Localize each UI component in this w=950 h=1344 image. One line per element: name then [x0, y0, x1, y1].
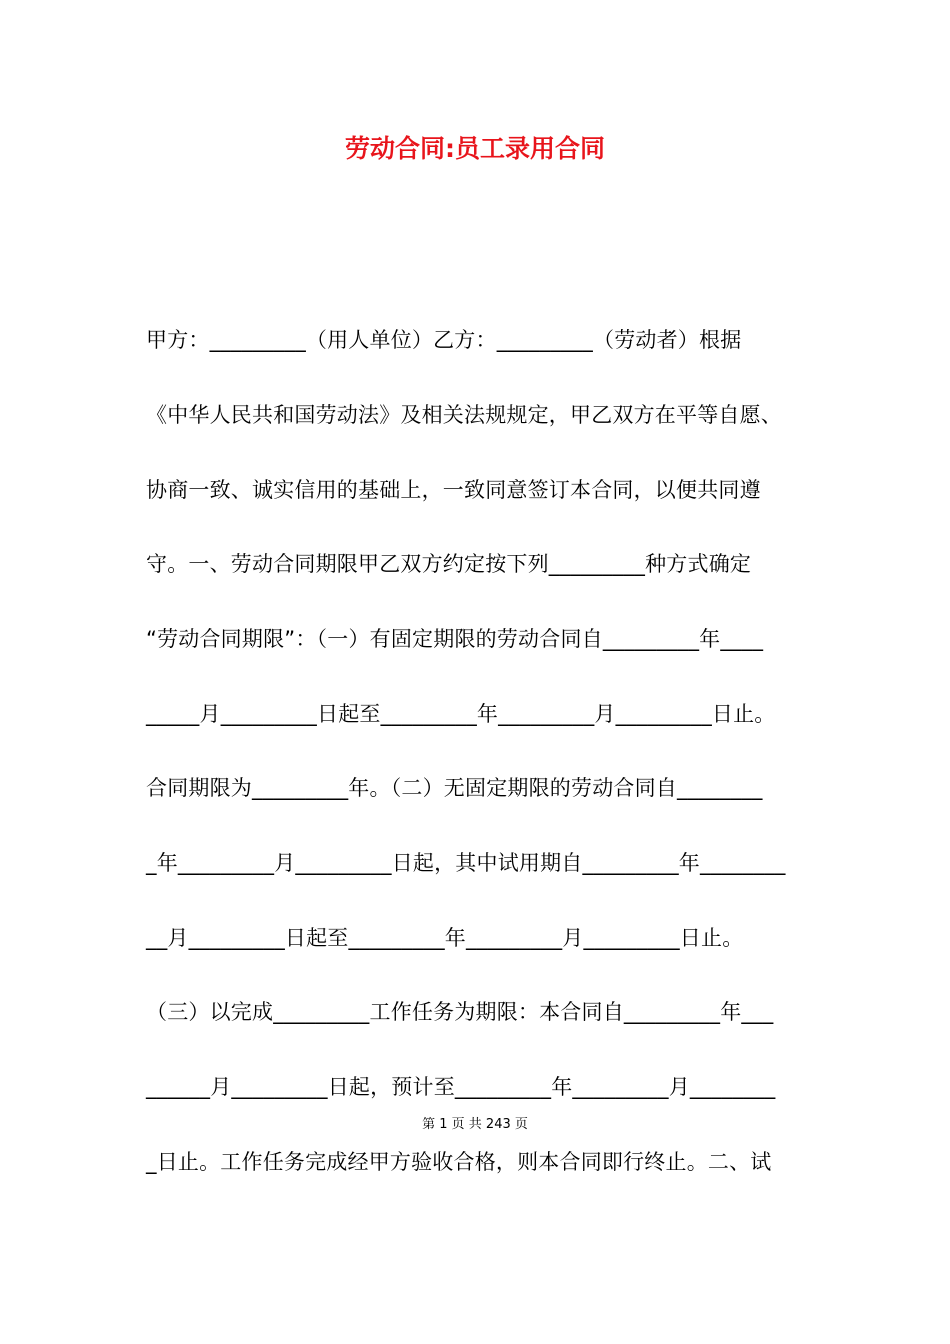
- body-line-9: __月_________日起至_________年_________月_________日止。: [146, 926, 744, 950]
- body-line-2: 《中华人民共和国劳动法》及相关法规规定，甲乙双方在平等自愿、: [146, 403, 782, 427]
- body-line-5: “劳动合同期限”：（一）有固定期限的劳动合同自_________年____: [146, 627, 764, 651]
- page-number-footer: 第 1 页 共 243 页: [422, 1117, 528, 1132]
- document-title: 劳动合同:员工录用合同: [345, 134, 605, 163]
- body-line-6: _____月_________日起至_________年_________月_________日止。: [146, 702, 776, 726]
- body-line-11: ______月_________日起，预计至_________年_________月________: [146, 1075, 776, 1099]
- body-line-12: _日止。工作任务完成经甲方验收合格，则本合同即行终止。二、试: [146, 1150, 772, 1174]
- body-line-10: （三）以完成_________工作任务为期限：本合同自_________年___: [146, 1000, 774, 1024]
- body-line-4: 守。一、劳动合同期限甲乙双方约定按下列_________种方式确定: [146, 552, 752, 576]
- body-line-8: _年_________月_________日起，其中试用期自_________年________: [146, 851, 786, 875]
- body-line-1: 甲方：_________（用人单位）乙方：_________（劳动者）根据: [146, 328, 742, 352]
- body-line-3: 协商一致、诚实信用的基础上，一致同意签订本合同，以便共同遵: [146, 478, 761, 502]
- body-line-7: 合同期限为_________年。（二）无固定期限的劳动合同自________: [146, 776, 763, 800]
